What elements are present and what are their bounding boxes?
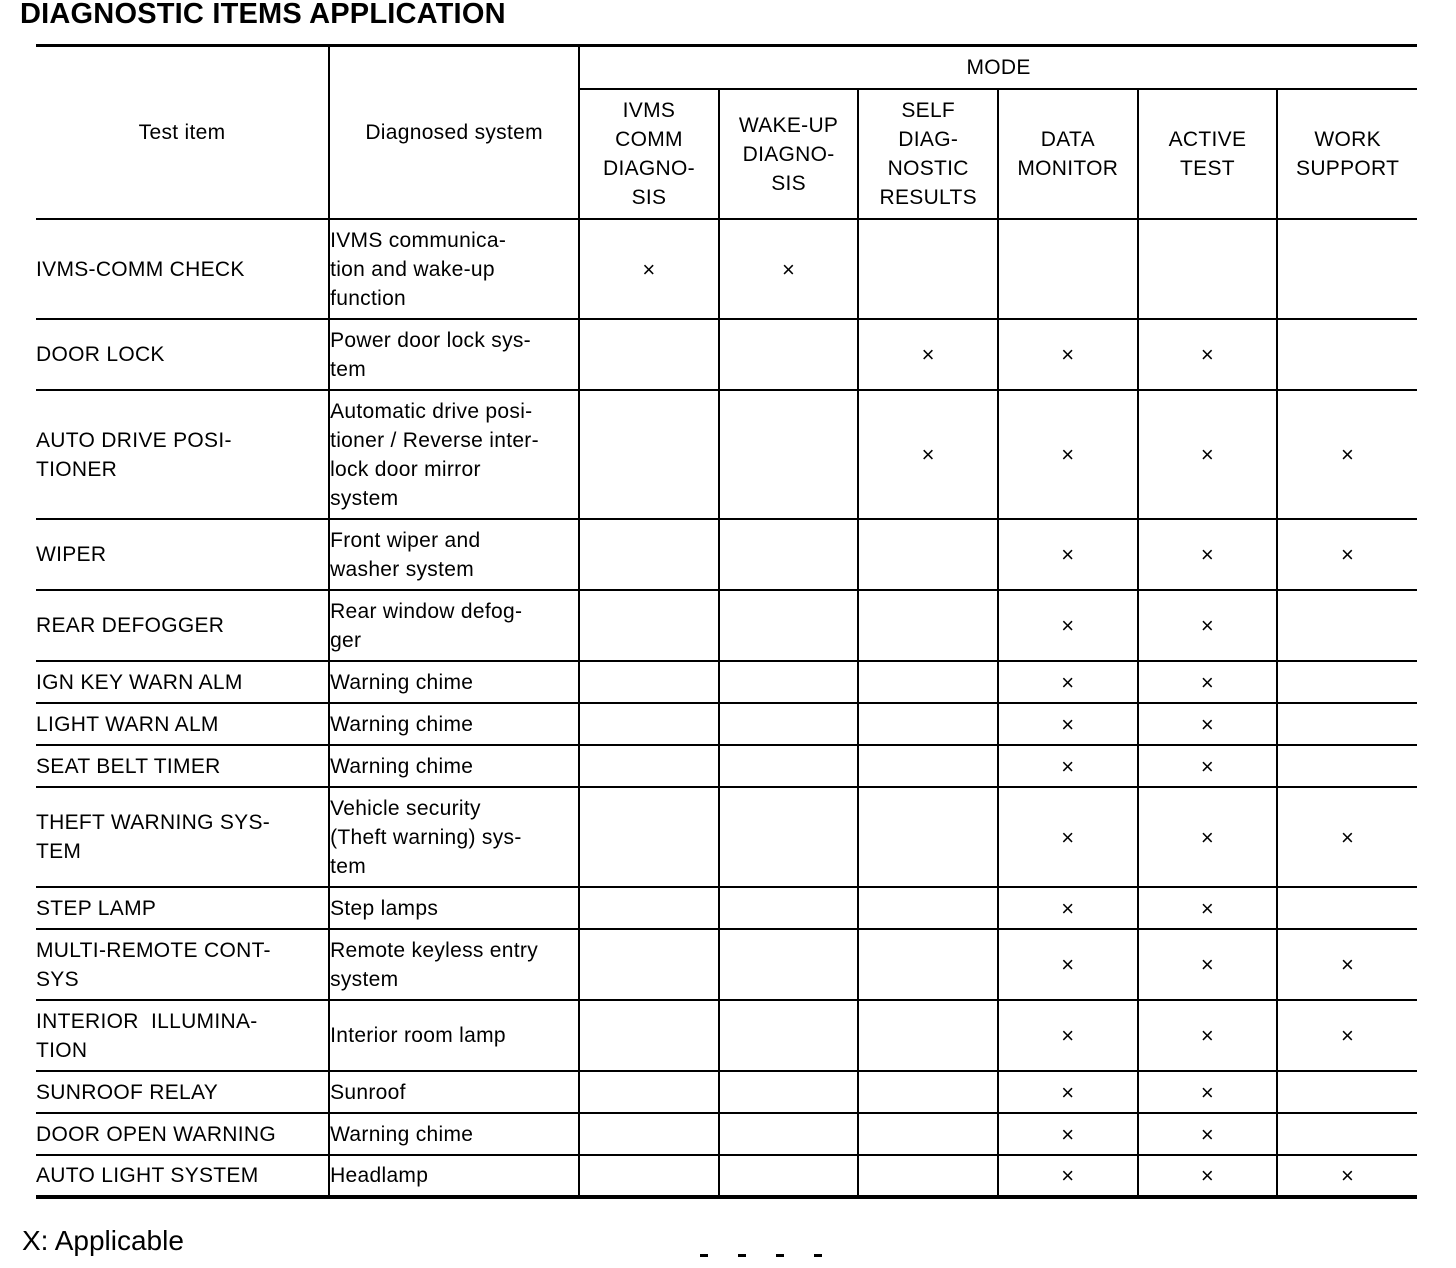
mark-cell-active-test xyxy=(1138,1071,1278,1113)
header-mode-line: ACTIVE xyxy=(1168,128,1247,151)
test-item-line: SUNROOF RELAY xyxy=(36,1080,219,1104)
header-mode-line: TEST xyxy=(1180,157,1235,180)
applicable-mark: × xyxy=(1061,952,1075,977)
test-item-cell xyxy=(36,1071,329,1113)
diagnosed-system-cell xyxy=(329,319,579,390)
mark-cell-ivms-comm-diagnosis xyxy=(579,319,719,390)
mark-cell-data-monitor xyxy=(998,745,1138,787)
test-item-line: IVMS-COMM CHECK xyxy=(36,257,245,281)
header-mode-line: DATA xyxy=(1040,128,1095,151)
applicable-mark: × xyxy=(1061,1163,1075,1188)
diagnosed-system-line: ger xyxy=(330,628,362,652)
mark-cell-ivms-comm-diagnosis xyxy=(579,519,719,590)
header-diagnosed-system: Diagnosed system xyxy=(329,46,579,220)
applicable-mark: × xyxy=(1200,442,1215,467)
mark-cell-self-diagnostic-results xyxy=(858,1155,998,1197)
diagnosed-system-cell xyxy=(329,390,579,519)
header-mode-line: SELF xyxy=(901,99,956,122)
mark-cell-active-test xyxy=(1138,219,1278,319)
test-item-cell xyxy=(36,661,329,703)
header-mode-work-support xyxy=(1277,89,1417,219)
table-row xyxy=(36,703,1417,745)
mark-cell-work-support xyxy=(1277,519,1417,590)
applicable-mark: × xyxy=(1341,1163,1355,1188)
mark-cell-active-test xyxy=(1138,1155,1278,1197)
mark-cell-wake-up-diagnosis xyxy=(719,703,859,745)
header-mode-line: SIS xyxy=(771,171,806,195)
header-mode-line: RESULTS xyxy=(879,186,977,209)
applicable-mark: × xyxy=(1200,895,1215,921)
header-mode-line: DIAGNO- xyxy=(602,157,695,180)
mark-cell-active-test xyxy=(1138,390,1278,519)
mark-cell-active-test xyxy=(1138,319,1278,390)
mark-cell-self-diagnostic-results xyxy=(858,1000,998,1071)
test-item-cell xyxy=(36,929,329,1000)
table-row xyxy=(36,319,1417,390)
mark-cell-self-diagnostic-results xyxy=(858,519,998,590)
mark-cell-data-monitor xyxy=(998,1071,1138,1113)
applicable-mark: × xyxy=(1061,1121,1075,1147)
test-item-cell xyxy=(36,745,329,787)
applicable-mark: × xyxy=(1061,1023,1075,1048)
mark-cell-data-monitor xyxy=(998,390,1138,519)
applicable-mark: × xyxy=(1061,753,1075,779)
applicable-mark: × xyxy=(1200,542,1215,567)
mark-cell-ivms-comm-diagnosis xyxy=(579,929,719,1000)
diagnosed-system-cell xyxy=(329,929,579,1000)
mark-cell-ivms-comm-diagnosis xyxy=(579,1000,719,1071)
header-test-item: Test item xyxy=(36,46,329,220)
header-mode-data-monitor xyxy=(998,89,1138,219)
mark-cell-active-test xyxy=(1138,519,1278,590)
mark-cell-active-test xyxy=(1138,590,1278,661)
applicable-mark: × xyxy=(642,256,656,282)
mark-cell-data-monitor xyxy=(998,661,1138,703)
mark-cell-work-support xyxy=(1277,745,1417,787)
mark-cell-self-diagnostic-results xyxy=(858,590,998,661)
mark-cell-work-support xyxy=(1277,590,1417,661)
mark-cell-wake-up-diagnosis xyxy=(719,319,859,390)
header-mode-line: IVMS xyxy=(622,99,676,122)
mark-cell-self-diagnostic-results xyxy=(858,319,998,390)
table-row xyxy=(36,1113,1417,1155)
header-mode-ivms-comm-diagnosis xyxy=(579,89,719,219)
mark-cell-active-test xyxy=(1138,703,1278,745)
test-item-line: TEM xyxy=(36,840,82,863)
test-item-line: IGN KEY WARN ALM xyxy=(36,670,243,694)
applicable-mark: × xyxy=(1200,824,1215,850)
test-item-line: THEFT WARNING SYS- xyxy=(36,811,271,834)
test-item-cell xyxy=(36,319,329,390)
mark-cell-ivms-comm-diagnosis xyxy=(579,661,719,703)
diagnosed-system-line: tem xyxy=(330,854,366,878)
mark-cell-data-monitor xyxy=(998,1000,1138,1071)
mark-cell-active-test xyxy=(1138,929,1278,1000)
diagnosed-system-line: IVMS communica- xyxy=(330,228,507,252)
applicable-mark: × xyxy=(1061,824,1075,850)
diagnosed-system-line: system xyxy=(330,486,399,510)
applicable-mark: × xyxy=(1200,1163,1215,1188)
mark-cell-work-support xyxy=(1277,1000,1417,1071)
diagnosed-system-line: Warning chime xyxy=(330,1122,474,1146)
test-item-cell xyxy=(36,390,329,519)
mark-cell-work-support xyxy=(1277,787,1417,887)
legend: X: Applicable xyxy=(22,1225,184,1256)
applicable-mark: × xyxy=(1341,542,1355,567)
diagnosed-system-line: Front wiper and xyxy=(330,528,481,552)
mark-cell-wake-up-diagnosis xyxy=(719,1155,859,1197)
mark-cell-wake-up-diagnosis xyxy=(719,661,859,703)
applicable-mark: × xyxy=(1200,1121,1215,1147)
mark-cell-self-diagnostic-results xyxy=(858,219,998,319)
applicable-mark: × xyxy=(921,342,935,367)
applicable-mark: × xyxy=(1061,542,1075,567)
diagnosed-system-cell xyxy=(329,1000,579,1071)
diagnosed-system-cell xyxy=(329,590,579,661)
diagnosed-system-line: function xyxy=(330,286,407,310)
mark-cell-ivms-comm-diagnosis xyxy=(579,745,719,787)
diagnosed-system-line: Rear window defog- xyxy=(330,599,523,623)
diagnosed-system-line: Automatic drive posi- xyxy=(330,399,533,423)
header-mode-active-test xyxy=(1138,89,1278,219)
diagnosed-system-cell xyxy=(329,745,579,787)
mark-cell-active-test xyxy=(1138,787,1278,887)
mark-cell-self-diagnostic-results xyxy=(858,887,998,929)
diagnosed-system-line: Warning chime xyxy=(330,670,474,694)
mark-cell-wake-up-diagnosis xyxy=(719,590,859,661)
mark-cell-wake-up-diagnosis xyxy=(719,929,859,1000)
header-mode-line: WORK xyxy=(1314,128,1381,151)
diagnosed-system-line: Sunroof xyxy=(330,1080,406,1104)
test-item-line: DOOR LOCK xyxy=(36,343,165,366)
table-row xyxy=(36,661,1417,703)
diagnostic-items-table-container xyxy=(36,44,1417,1199)
applicable-mark: × xyxy=(1061,711,1075,737)
diagnosed-system-line: Step lamps xyxy=(330,896,439,920)
mark-cell-data-monitor xyxy=(998,887,1138,929)
mark-cell-ivms-comm-diagnosis xyxy=(579,703,719,745)
applicable-mark: × xyxy=(1341,824,1355,850)
mark-cell-data-monitor xyxy=(998,319,1138,390)
diagnosed-system-line: tioner / Reverse inter- xyxy=(330,428,539,452)
mark-cell-active-test xyxy=(1138,745,1278,787)
diagnosed-system-line: tem xyxy=(330,357,366,381)
test-item-line: LIGHT WARN ALM xyxy=(36,712,219,736)
header-mode-line: DIAG- xyxy=(898,128,959,151)
mark-cell-ivms-comm-diagnosis xyxy=(579,390,719,519)
diagnosed-system-line: washer system xyxy=(330,557,475,581)
applicable-mark: × xyxy=(1200,1023,1215,1048)
table-row xyxy=(36,590,1417,661)
mark-cell-ivms-comm-diagnosis xyxy=(579,590,719,661)
mark-cell-active-test xyxy=(1138,887,1278,929)
applicable-mark: × xyxy=(1341,952,1355,977)
diagnosed-system-cell xyxy=(329,219,579,319)
mark-cell-active-test xyxy=(1138,1000,1278,1071)
mark-cell-wake-up-diagnosis xyxy=(719,787,859,887)
table-row xyxy=(36,745,1417,787)
test-item-cell xyxy=(36,1113,329,1155)
header-mode-line: NOSTIC xyxy=(887,157,969,180)
table-row xyxy=(36,929,1417,1000)
test-item-line: DOOR OPEN WARNING xyxy=(36,1122,276,1146)
diagnosed-system-line: Power door lock sys- xyxy=(330,328,531,352)
diagnostic-items-table xyxy=(36,44,1417,1199)
mark-cell-ivms-comm-diagnosis xyxy=(579,1155,719,1197)
header-mode-line: MONITOR xyxy=(1017,157,1119,180)
mark-cell-ivms-comm-diagnosis xyxy=(579,1071,719,1113)
applicable-mark: × xyxy=(1341,442,1355,467)
mark-cell-ivms-comm-diagnosis xyxy=(579,1113,719,1155)
test-item-line: WIPER xyxy=(36,543,107,566)
mark-cell-data-monitor xyxy=(998,703,1138,745)
diagnosed-system-cell xyxy=(329,887,579,929)
header-mode-line: DIAGNO- xyxy=(742,142,835,166)
test-item-line: AUTO DRIVE POSI- xyxy=(36,428,232,452)
table-row xyxy=(36,390,1417,519)
mark-cell-active-test xyxy=(1138,661,1278,703)
mark-cell-wake-up-diagnosis xyxy=(719,1000,859,1071)
applicable-mark: × xyxy=(1061,669,1075,695)
mark-cell-wake-up-diagnosis xyxy=(719,519,859,590)
mark-cell-self-diagnostic-results xyxy=(858,745,998,787)
test-item-line: SEAT BELT TIMER xyxy=(36,754,221,778)
applicable-mark: × xyxy=(1200,952,1215,977)
table-row xyxy=(36,887,1417,929)
mark-cell-wake-up-diagnosis xyxy=(719,219,859,319)
header-mode-self-diagnostic-results xyxy=(858,89,998,219)
test-item-cell xyxy=(36,787,329,887)
page-title: DIAGNOSTIC ITEMS APPLICATION xyxy=(20,0,506,30)
mark-cell-data-monitor xyxy=(998,929,1138,1000)
applicable-mark: × xyxy=(1200,711,1215,737)
mark-cell-work-support xyxy=(1277,1071,1417,1113)
mark-cell-work-support xyxy=(1277,219,1417,319)
mark-cell-self-diagnostic-results xyxy=(858,1113,998,1155)
applicable-mark: × xyxy=(1061,1079,1075,1105)
table-row xyxy=(36,1155,1417,1197)
mark-cell-self-diagnostic-results xyxy=(858,703,998,745)
test-item-line: MULTI-REMOTE CONT- xyxy=(36,938,271,962)
mark-cell-self-diagnostic-results xyxy=(858,661,998,703)
diagnosed-system-cell xyxy=(329,703,579,745)
test-item-cell xyxy=(36,887,329,929)
mark-cell-self-diagnostic-results xyxy=(858,1071,998,1113)
diagnosed-system-line: Headlamp xyxy=(330,1164,429,1187)
test-item-cell xyxy=(36,590,329,661)
applicable-mark: × xyxy=(1341,1023,1355,1048)
applicable-mark: × xyxy=(1061,613,1075,638)
applicable-mark: × xyxy=(1200,753,1215,779)
test-item-cell xyxy=(36,1155,329,1197)
table-row xyxy=(36,219,1417,319)
applicable-mark: × xyxy=(1200,342,1215,367)
mark-cell-active-test xyxy=(1138,1113,1278,1155)
diagnosed-system-cell xyxy=(329,519,579,590)
diagnosed-system-cell xyxy=(329,787,579,887)
test-item-line: INTERIOR ILLUMINA- xyxy=(36,1009,258,1033)
test-item-line: AUTO LIGHT SYSTEM xyxy=(36,1164,259,1187)
header-mode-line: SUPPORT xyxy=(1296,157,1400,180)
applicable-mark: × xyxy=(1200,613,1215,638)
diagnosed-system-cell xyxy=(329,1155,579,1197)
test-item-cell xyxy=(36,703,329,745)
test-item-line: STEP LAMP xyxy=(36,896,157,920)
diagnosed-system-cell xyxy=(329,661,579,703)
applicable-mark: × xyxy=(1200,669,1215,695)
applicable-mark: × xyxy=(1200,1079,1215,1105)
diagnosed-system-line: Interior room lamp xyxy=(330,1024,506,1047)
mark-cell-data-monitor xyxy=(998,219,1138,319)
header-mode: MODE xyxy=(579,46,1417,90)
header-mode-line: SIS xyxy=(631,186,667,209)
diagnosed-system-line: Warning chime xyxy=(330,712,474,736)
mark-cell-ivms-comm-diagnosis xyxy=(579,219,719,319)
diagnosed-system-line: Vehicle security xyxy=(330,796,481,820)
mark-cell-work-support xyxy=(1277,661,1417,703)
applicable-mark: × xyxy=(921,442,935,467)
mark-cell-data-monitor xyxy=(998,590,1138,661)
mark-cell-data-monitor xyxy=(998,1155,1138,1197)
mark-cell-wake-up-diagnosis xyxy=(719,390,859,519)
applicable-mark: × xyxy=(1061,895,1075,921)
diagnosed-system-line: system xyxy=(330,967,399,991)
diagnosed-system-line: Remote keyless entry xyxy=(330,938,538,962)
test-item-cell xyxy=(36,219,329,319)
table-row xyxy=(36,1000,1417,1071)
mark-cell-work-support xyxy=(1277,390,1417,519)
mark-cell-wake-up-diagnosis xyxy=(719,745,859,787)
mark-cell-work-support xyxy=(1277,887,1417,929)
test-item-line: TION xyxy=(36,1038,88,1062)
mark-cell-work-support xyxy=(1277,929,1417,1000)
test-item-line: TIONER xyxy=(36,457,118,481)
mark-cell-ivms-comm-diagnosis xyxy=(579,887,719,929)
mark-cell-work-support xyxy=(1277,319,1417,390)
header-mode-line: WAKE-UP xyxy=(738,113,839,137)
applicable-mark: × xyxy=(782,256,796,282)
diagnosed-system-cell xyxy=(329,1071,579,1113)
table-row xyxy=(36,787,1417,887)
mark-cell-self-diagnostic-results xyxy=(858,787,998,887)
applicable-mark: × xyxy=(1061,342,1075,367)
cropped-footer-text xyxy=(700,1254,900,1268)
diagnosed-system-cell xyxy=(329,1113,579,1155)
mark-cell-data-monitor xyxy=(998,787,1138,887)
diagnosed-system-line: (Theft warning) sys- xyxy=(330,825,522,849)
test-item-line: SYS xyxy=(36,967,79,991)
mark-cell-wake-up-diagnosis xyxy=(719,887,859,929)
header-mode-line: COMM xyxy=(615,128,683,151)
header-mode-wake-up-diagnosis xyxy=(719,89,859,219)
diagnosed-system-line: Warning chime xyxy=(330,754,474,778)
mark-cell-work-support xyxy=(1277,703,1417,745)
mark-cell-self-diagnostic-results xyxy=(858,390,998,519)
mark-cell-wake-up-diagnosis xyxy=(719,1113,859,1155)
diagnosed-system-line: tion and wake-up xyxy=(330,257,495,281)
table-row xyxy=(36,1071,1417,1113)
table-body xyxy=(36,219,1417,1197)
mark-cell-data-monitor xyxy=(998,519,1138,590)
test-item-cell xyxy=(36,1000,329,1071)
mark-cell-work-support xyxy=(1277,1155,1417,1197)
diagnosed-system-line: lock door mirror xyxy=(330,457,481,481)
test-item-line: REAR DEFOGGER xyxy=(36,614,225,637)
mark-cell-data-monitor xyxy=(998,1113,1138,1155)
mark-cell-ivms-comm-diagnosis xyxy=(579,787,719,887)
mark-cell-self-diagnostic-results xyxy=(858,929,998,1000)
mark-cell-wake-up-diagnosis xyxy=(719,1071,859,1113)
applicable-mark: × xyxy=(1061,442,1075,467)
table-row xyxy=(36,519,1417,590)
test-item-cell xyxy=(36,519,329,590)
mark-cell-work-support xyxy=(1277,1113,1417,1155)
